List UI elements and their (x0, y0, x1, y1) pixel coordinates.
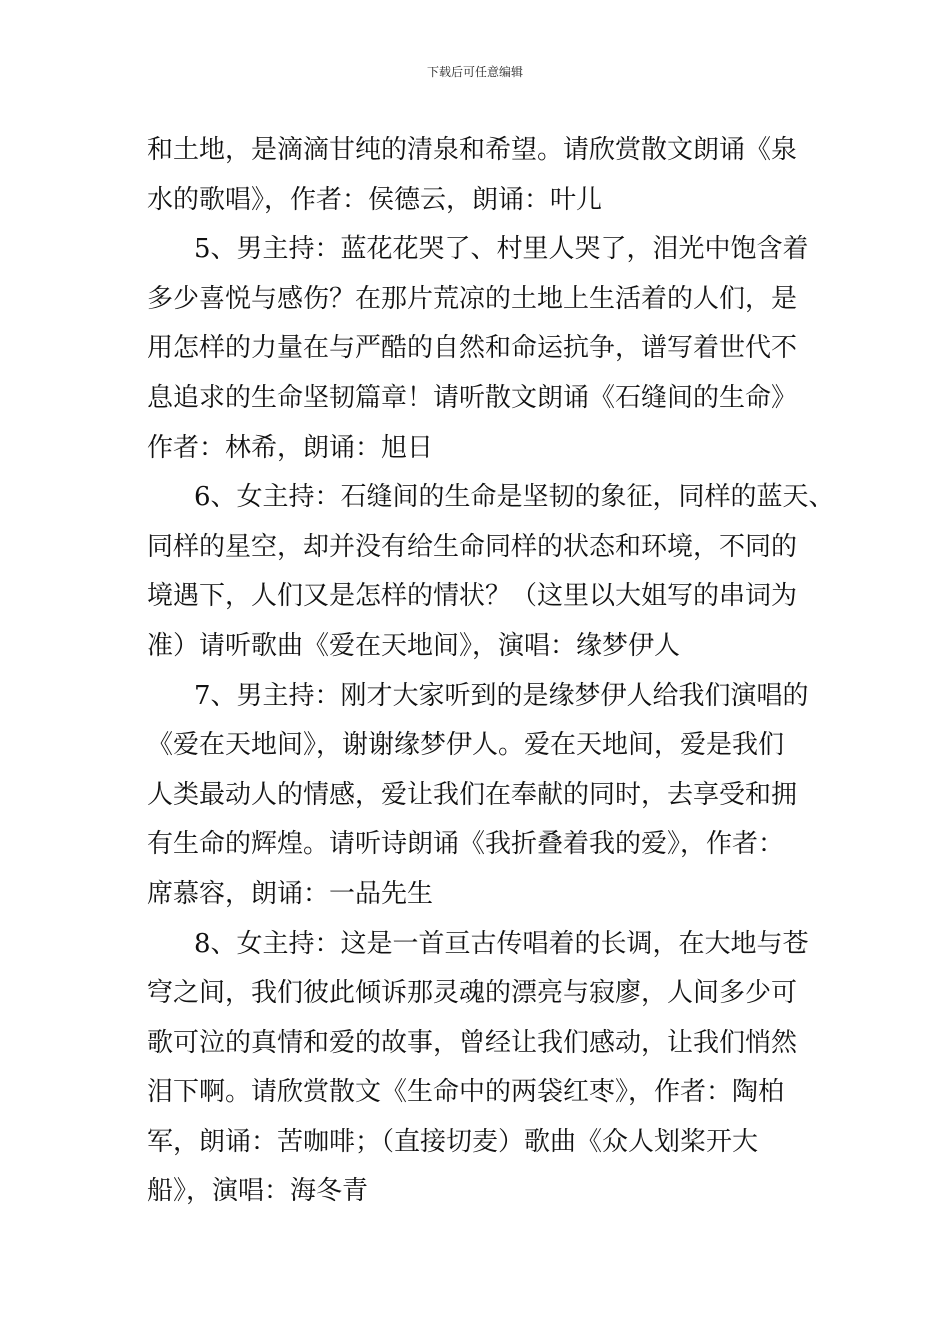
text-line: 泪下啊。请欣赏散文《生命中的两袋红枣》，作者：陶柏 (147, 1077, 785, 1108)
text-line: 人类最动人的情感，爱让我们在奉献的同时，去享受和拥 (147, 779, 798, 810)
text-line: 有生命的辉煌。请听诗朗诵《我折叠着我的爱》，作者： (147, 829, 785, 860)
text-line: 席慕容，朗诵：一品先生 (147, 878, 434, 909)
text-line: 同样的星空，却并没有给生命同样的状态和环境，不同的 (147, 531, 798, 562)
text-line: 歌可泣的真情和爱的故事，曾经让我们感动，让我们悄然 (147, 1027, 798, 1058)
text-line: 船》，演唱：海冬青 (147, 1176, 369, 1207)
text-line: 《爱在天地间》，谢谢缘梦伊人。爱在天地间，爱是我们 (147, 730, 785, 761)
text-line: 水的歌唱》，作者：侯德云，朗诵：叶儿 (147, 184, 603, 215)
text-line: 5、男主持：蓝花花哭了、村里人哭了，泪光中饱含着 (194, 234, 809, 265)
text-line: 作者：林希，朗诵：旭日 (147, 432, 434, 463)
text-line: 和土地，是滴滴甘纯的清泉和希望。请欣赏散文朗诵《泉 (147, 135, 798, 165)
text-line: 军，朗诵：苦咖啡；（直接切麦）歌曲《众人划桨开大 (147, 1126, 759, 1157)
text-line: 准）请听歌曲《爱在天地间》，演唱：缘梦伊人 (147, 630, 681, 661)
text-line: 穹之间，我们彼此倾诉那灵魂的漂亮与寂廖，人间多少可 (147, 978, 798, 1009)
text-line: 多少喜悦与感伤？在那片荒凉的土地上生活着的人们，是 (147, 283, 798, 314)
text-line: 息追求的生命坚韧篇章！请听散文朗诵《石缝间的生命》 (147, 382, 798, 413)
page-header: 下载后可任意编辑 (426, 65, 523, 79)
text-line: 7、男主持：刚才大家听到的是缘梦伊人给我们演唱的 (194, 680, 809, 711)
text-line: 境遇下，人们又是怎样的情状？（这里以大姐写的串词为 (147, 581, 798, 612)
text-line: 用怎样的力量在与严酷的自然和命运抗争，谱写着世代不 (147, 333, 798, 364)
text-line: 8、女主持：这是一首亘古传唱着的长调，在大地与苍 (194, 928, 809, 959)
body-text (147, 128, 835, 1219)
text-line: 6、女主持：石缝间的生命是坚韧的象征，同样的蓝天、 (194, 482, 835, 513)
